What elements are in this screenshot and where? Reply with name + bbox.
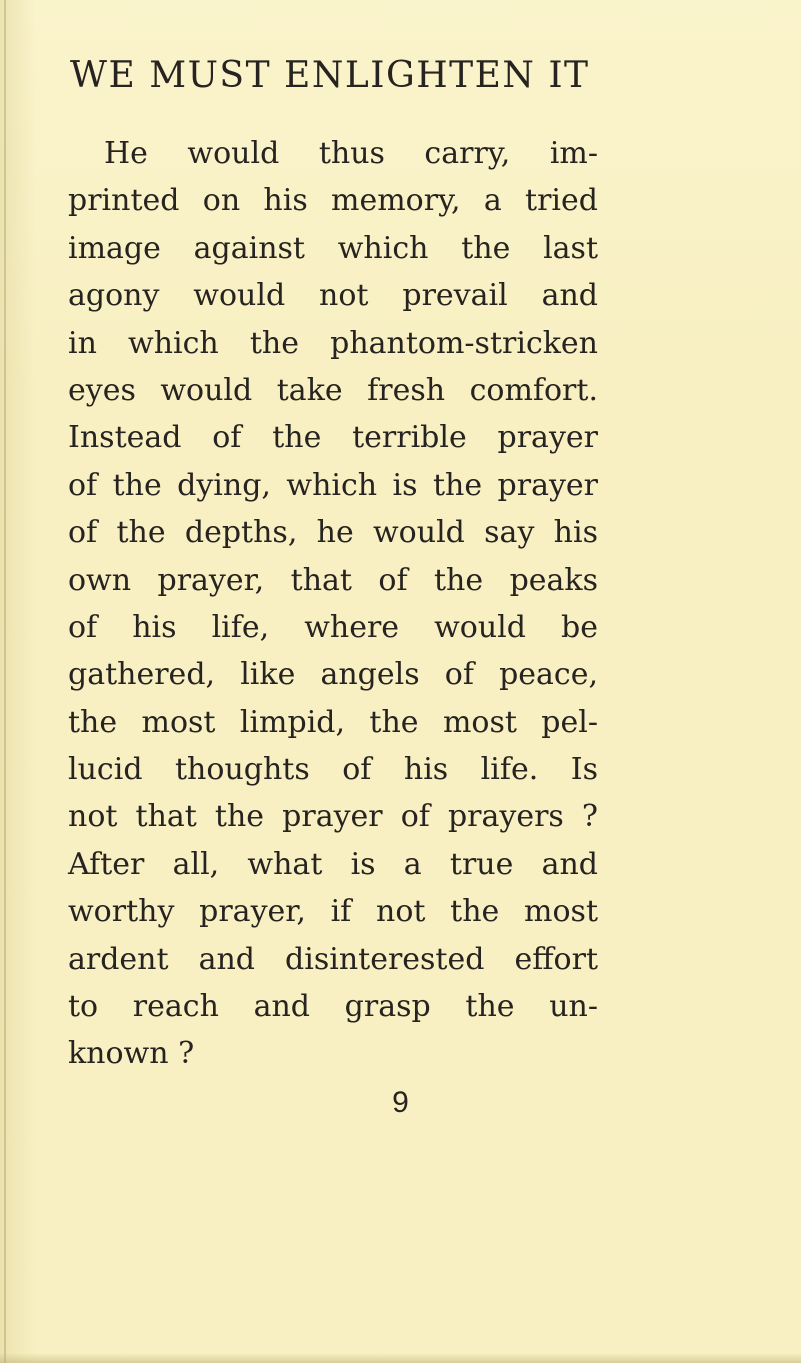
page-gutter-edge	[4, 0, 6, 1363]
text-line: He would thus carry, im-	[104, 136, 598, 171]
text-line: in which the phantom-stricken	[68, 325, 598, 361]
text-line: image against which the last	[68, 230, 598, 266]
text-line: printed on his memory, a tried	[68, 183, 598, 219]
page-number: 9	[392, 1086, 409, 1119]
text-line: of his life, where would be	[68, 609, 598, 645]
text-line: ardent and disinterested effort	[68, 941, 598, 977]
page-bottom-edge	[0, 1353, 801, 1363]
text-line: of the depths, he would say his	[68, 515, 598, 551]
text-line: not that the prayer of prayers ?	[68, 799, 598, 835]
text-line: to reach and grasp the un-	[68, 989, 598, 1025]
text-line: the most limpid, the most pel-	[68, 704, 598, 740]
text-line: lucid thoughts of his life. Is	[68, 752, 598, 788]
text-line: own prayer, that of the peaks	[68, 562, 598, 598]
text-line: worthy prayer, if not the most	[68, 894, 598, 930]
text-line: agony would not prevail and	[68, 278, 598, 314]
text-line: known ?	[68, 1036, 195, 1072]
text-line: of the dying, which is the prayer	[68, 467, 598, 503]
text-line: gathered, like angels of peace,	[68, 657, 598, 693]
running-head: WE MUST ENLIGHTEN IT	[70, 55, 590, 96]
body-text	[68, 130, 598, 1078]
text-line: After all, what is a true and	[68, 846, 598, 882]
text-line: eyes would take fresh comfort.	[68, 372, 598, 408]
text-line: Instead of the terrible prayer	[68, 420, 598, 456]
